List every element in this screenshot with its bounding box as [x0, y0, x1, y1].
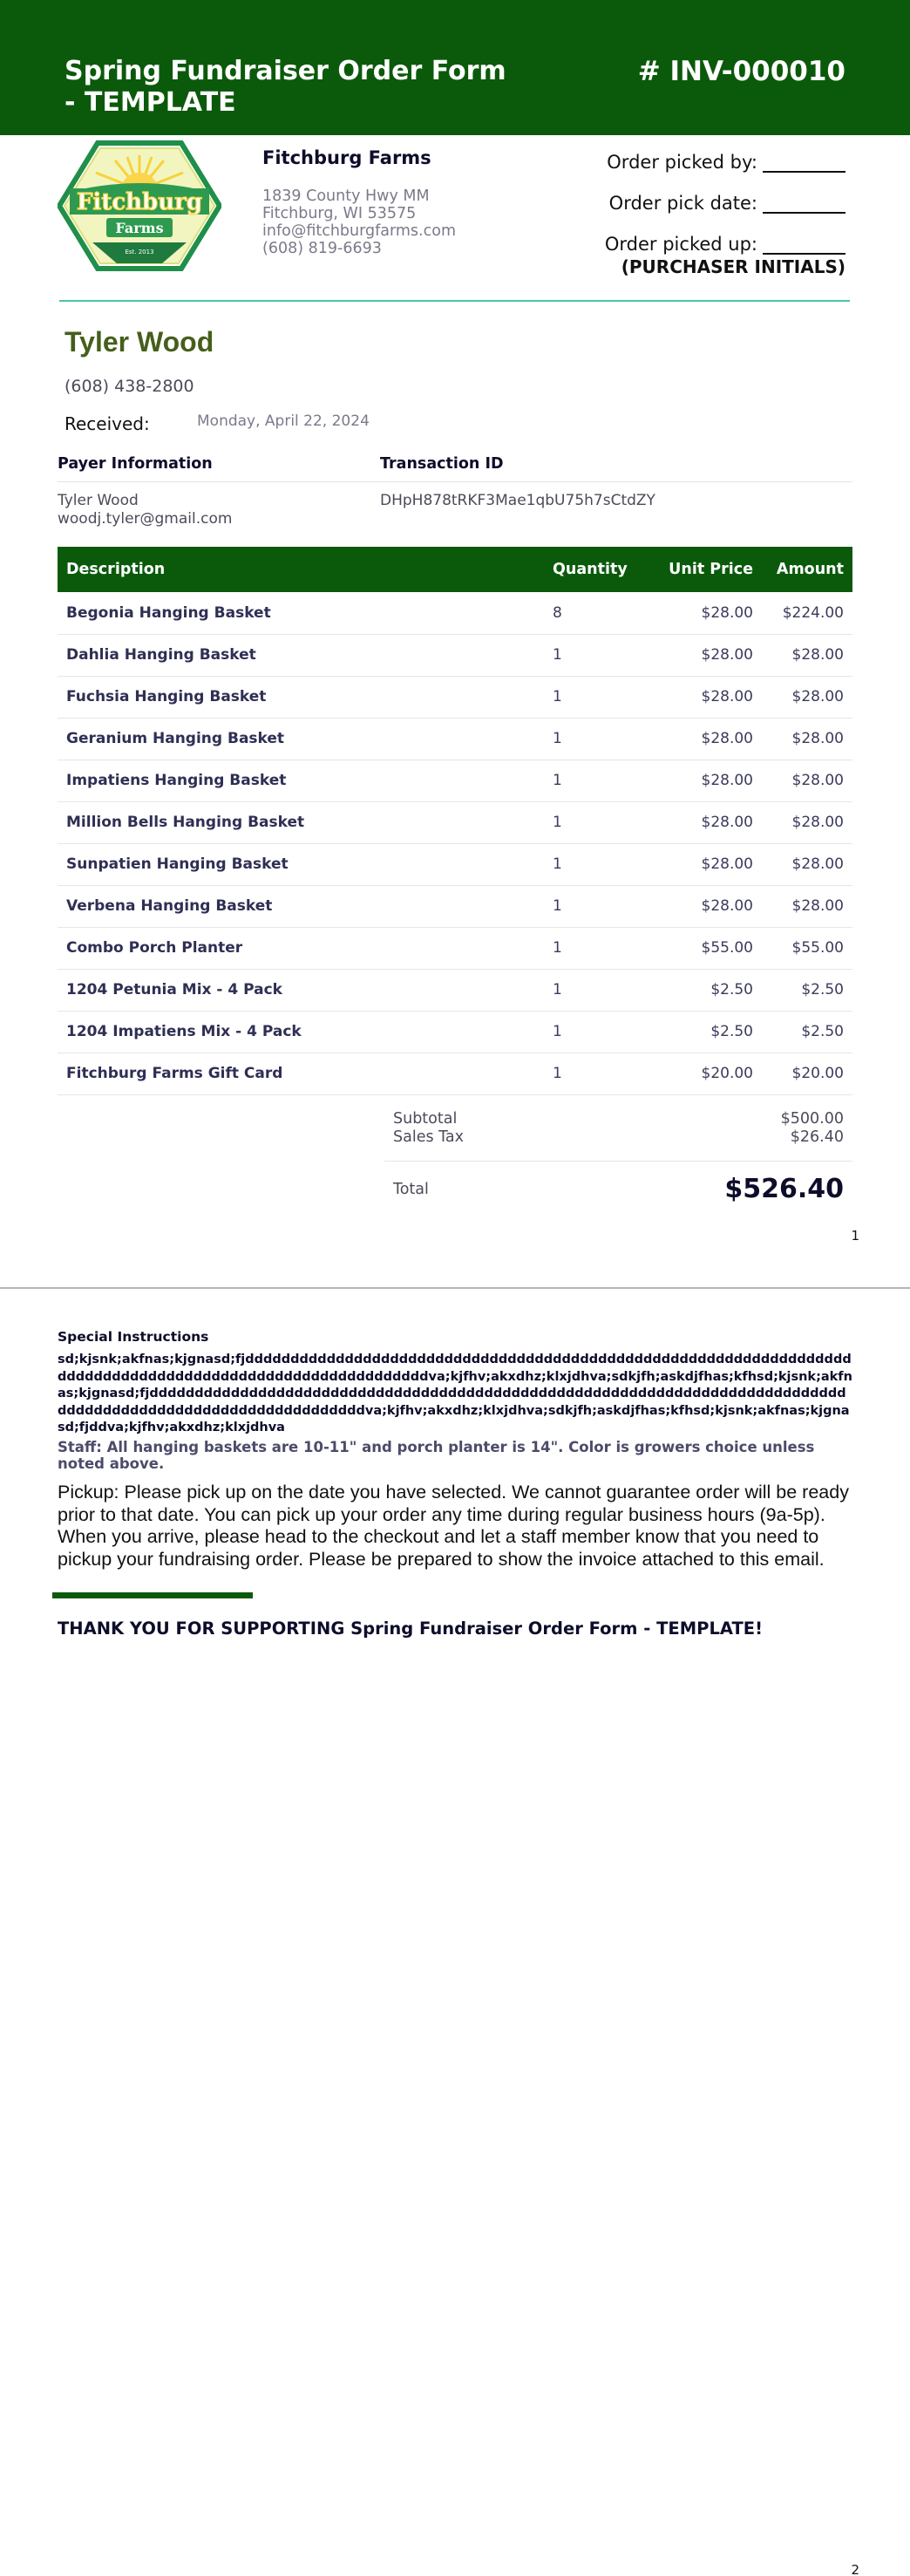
total-value: $526.40	[724, 1174, 844, 1204]
item-unit-price: $28.00	[701, 772, 753, 789]
item-unit-price: $28.00	[701, 730, 753, 747]
item-quantity: 1	[553, 1023, 562, 1040]
pickup-signoff	[605, 150, 845, 277]
table-row	[58, 592, 852, 634]
payer-details	[58, 492, 232, 528]
item-quantity: 1	[553, 730, 562, 747]
item-amount: $28.00	[791, 855, 844, 873]
table-row	[58, 1053, 852, 1094]
sales-tax-value: $26.40	[790, 1128, 844, 1146]
line-items-table	[58, 547, 852, 1095]
column-header-unit-price: Unit Price	[669, 561, 753, 578]
item-unit-price: $28.00	[701, 646, 753, 664]
item-quantity: 1	[553, 939, 562, 957]
payer-information-heading: Payer Information	[58, 455, 213, 473]
item-description: Million Bells Hanging Basket	[66, 814, 305, 831]
item-description: Fitchburg Farms Gift Card	[66, 1065, 283, 1082]
transaction-id-heading: Transaction ID	[380, 455, 504, 473]
table-row	[58, 969, 852, 1011]
item-quantity: 1	[553, 814, 562, 831]
item-unit-price: $28.00	[701, 814, 753, 831]
accent-bar	[52, 1592, 253, 1598]
order-picked-by-blank	[763, 155, 845, 173]
item-quantity: 1	[553, 646, 562, 664]
customer-phone: (608) 438-2800	[65, 377, 194, 396]
item-unit-price: $20.00	[701, 1065, 753, 1082]
item-amount: $28.00	[791, 730, 844, 747]
item-unit-price: $28.00	[701, 855, 753, 873]
table-row	[58, 718, 852, 760]
column-header-amount: Amount	[776, 561, 844, 578]
order-picked-up-line	[605, 232, 845, 255]
company-info	[262, 187, 456, 257]
order-picked-by-line	[605, 150, 845, 173]
logo-sub-text: Farms	[115, 220, 164, 236]
item-description: Fuchsia Hanging Basket	[66, 688, 267, 705]
received-date: Monday, April 22, 2024	[197, 412, 370, 430]
item-unit-price: $28.00	[701, 688, 753, 705]
totals-divider	[384, 1161, 852, 1162]
item-description: Sunpatien Hanging Basket	[66, 855, 289, 873]
totals-block	[384, 1110, 852, 1204]
item-quantity: 1	[553, 688, 562, 705]
thank-you-message: THANK YOU FOR SUPPORTING Spring Fundraiser Order Form - TEMPLATE!	[58, 1619, 763, 1639]
special-instructions-heading: Special Instructions	[58, 1329, 209, 1345]
item-description: Geranium Hanging Basket	[66, 730, 285, 747]
order-picked-up-label: Order picked up:	[604, 234, 757, 255]
item-amount: $224.00	[782, 603, 844, 622]
table-row	[58, 885, 852, 927]
company-address-line2: Fitchburg, WI 53575	[262, 205, 417, 222]
item-quantity: 1	[553, 1065, 562, 1082]
company-name: Fitchburg Farms	[262, 147, 431, 168]
payer-email: woodj.tyler@gmail.com	[58, 510, 233, 528]
item-unit-price: $55.00	[701, 939, 753, 957]
item-amount: $2.50	[801, 1023, 844, 1040]
company-address-line1: 1839 County Hwy MM	[262, 187, 430, 205]
order-pick-date-blank	[763, 196, 845, 214]
table-row	[58, 927, 852, 969]
subtotal-value: $500.00	[780, 1110, 844, 1128]
document-title: Spring Fundraiser Order Form - TEMPLATE	[65, 56, 506, 118]
item-description: Combo Porch Planter	[66, 939, 243, 957]
table-row	[58, 843, 852, 885]
order-pick-date-line	[605, 191, 845, 214]
logo-brand-text: Fitchburg	[76, 189, 203, 215]
item-amount: $20.00	[791, 1065, 844, 1082]
sales-tax-row	[384, 1128, 852, 1147]
item-quantity: 1	[553, 772, 562, 789]
sales-tax-label: Sales Tax	[393, 1128, 465, 1146]
table-header-row	[58, 547, 852, 592]
customer-name: Tyler Wood	[65, 326, 214, 358]
table-row	[58, 634, 852, 676]
order-pick-date-label: Order pick date:	[608, 193, 757, 214]
invoice-number: # INV-000010	[637, 56, 845, 87]
fitchburg-farms-logo	[58, 140, 221, 272]
page-number: 1	[851, 1228, 859, 1244]
item-quantity: 8	[553, 603, 562, 622]
column-header-quantity: Quantity	[553, 561, 628, 578]
special-instructions-text: sd;kjsnk;akfnas;kjgnasd;fjddddddddddddddddddddddddddddddddddddddddddddddddddddddddddddddddddddddddddddddddddddddddddddddddddddddddddddva;kjfhv;akxdhz;klxjdhva;sdkjfh;askdjfhas;kfhsd;kjsnk;akfnas;kjgnasd;fjdddddddddddddddddddddddddddddddddddddddddddddddddddddddddddddddddddddddddddddddddddddddddddddddddddddddddddddddva;kjfhv;akxdhz;klxjdhva;sdkjfh;askdjfhas;kfhsd;kjsnk;akfnas;kjgnasd;fjddva;kjfhv;akxdhz;klxjdhva	[58, 1353, 852, 1435]
item-description: 1204 Petunia Mix - 4 Pack	[66, 981, 282, 998]
subtotal-row	[384, 1110, 852, 1128]
page-break	[0, 1287, 910, 1289]
table-row	[58, 760, 852, 801]
company-phone: (608) 819-6693	[262, 240, 382, 257]
total-label: Total	[393, 1180, 429, 1198]
item-quantity: 1	[553, 981, 562, 998]
item-description: Impatiens Hanging Basket	[66, 772, 287, 789]
table-row	[58, 1011, 852, 1053]
pickup-note: Pickup: Please pick up on the date you have selected. We cannot guarantee order will be ready prior to that date. You can pick up your order any time during regular business hours (9a-5p). When you arrive, please head to the checkout and let a staff member know that you need to pickup your fundraising order. Please be prepared to show the invoice attached to this email.	[58, 1482, 849, 1570]
company-email: info@fitchburgfarms.com	[262, 222, 456, 240]
item-unit-price: $28.00	[701, 897, 753, 915]
table-row	[58, 676, 852, 718]
info-divider	[58, 481, 852, 482]
item-quantity: 1	[553, 897, 562, 915]
subtotal-label: Subtotal	[393, 1110, 458, 1128]
order-picked-up-blank	[763, 237, 845, 255]
payer-name: Tyler Wood	[58, 492, 139, 509]
item-unit-price: $2.50	[710, 981, 753, 998]
item-unit-price: $2.50	[710, 1023, 753, 1040]
received-label: Received:	[65, 413, 150, 434]
transaction-id: DHpH878tRKF3Mae1qbU75h7sCtdZY	[380, 492, 655, 509]
item-amount: $28.00	[791, 814, 844, 831]
item-description: Dahlia Hanging Basket	[66, 646, 256, 664]
item-amount: $28.00	[791, 646, 844, 664]
item-description: Begonia Hanging Basket	[66, 603, 271, 622]
item-quantity: 1	[553, 855, 562, 873]
item-description: Verbena Hanging Basket	[66, 897, 273, 915]
item-amount: $2.50	[801, 981, 844, 998]
table-row	[58, 801, 852, 843]
item-unit-price: $28.00	[701, 603, 753, 622]
total-row	[384, 1174, 852, 1204]
item-amount: $55.00	[791, 939, 844, 957]
order-picked-by-label: Order picked by:	[607, 152, 757, 173]
item-description: 1204 Impatiens Mix - 4 Pack	[66, 1023, 302, 1040]
item-amount: $28.00	[791, 772, 844, 789]
item-amount: $28.00	[791, 897, 844, 915]
header-divider	[59, 300, 850, 302]
staff-note: Staff: All hanging baskets are 10-11" and porch planter is 14". Color is growers choice unless noted above.	[58, 1439, 815, 1472]
column-header-description: Description	[66, 561, 166, 578]
purchaser-initials-label: (PURCHASER INITIALS)	[621, 256, 845, 277]
page-number: 2	[851, 2562, 859, 2576]
logo-est-text: Est. 2013	[125, 249, 154, 256]
item-amount: $28.00	[791, 688, 844, 705]
